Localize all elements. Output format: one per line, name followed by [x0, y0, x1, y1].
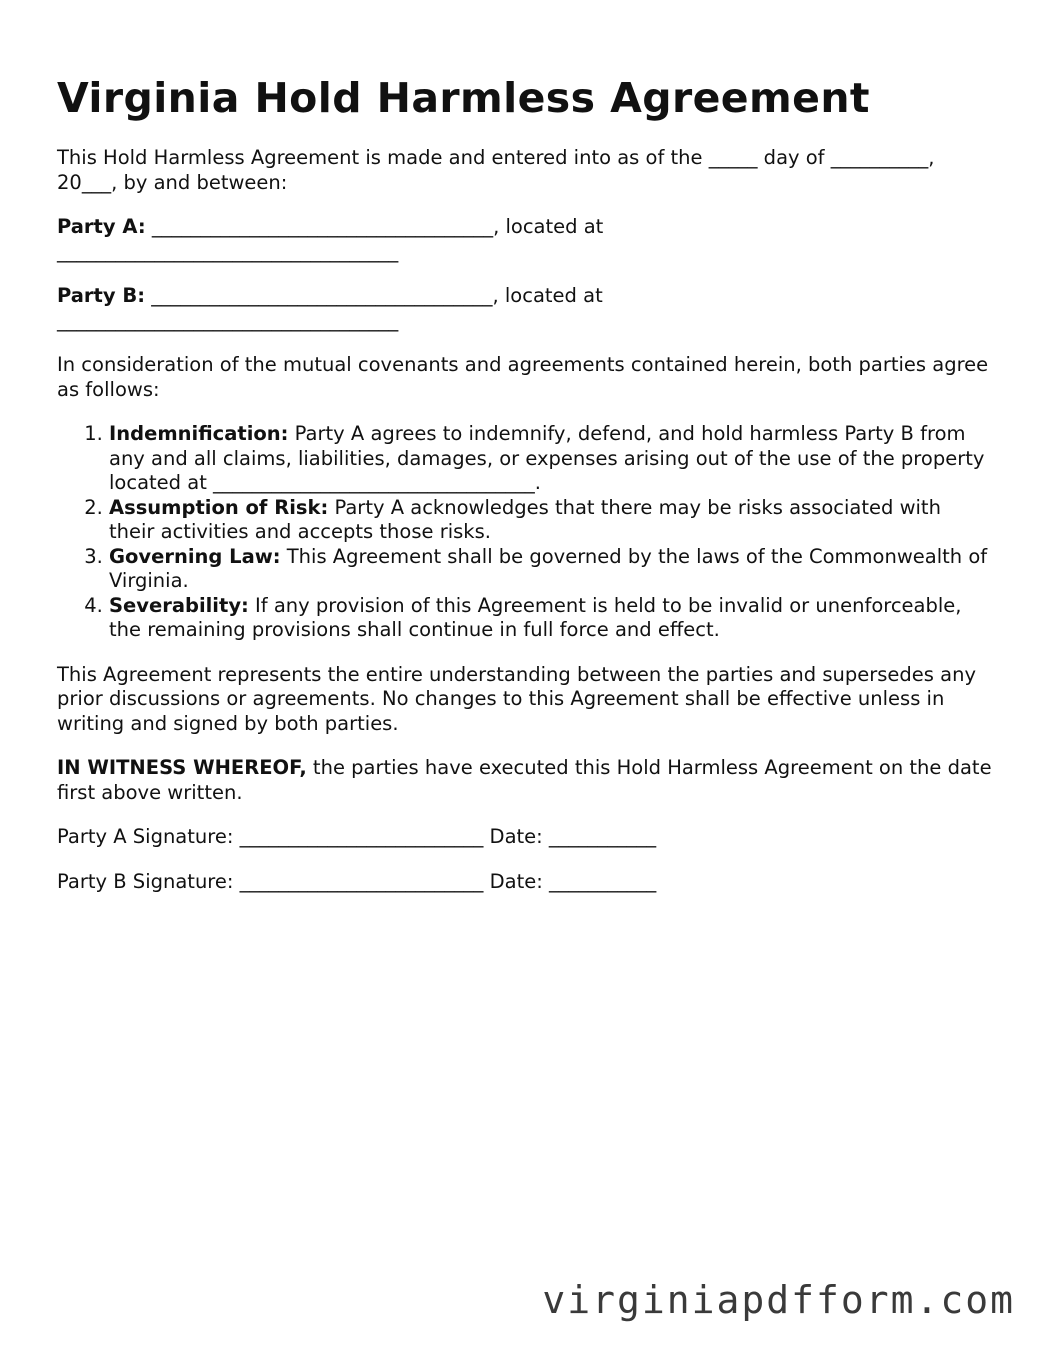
party-a-address-blank: ___________________________________: [57, 239, 399, 263]
party-b-label: Party B:: [57, 284, 146, 307]
party-b-block: [57, 284, 992, 333]
site-watermark: virginiapdfform.com: [542, 1278, 1015, 1322]
intro-paragraph: [57, 146, 992, 195]
clause-heading: Indemnification:: [109, 422, 289, 445]
clause-text: Party A agrees to indemnify, defend, and hold harmless Party B from any and all claims, liabilities, damages, or expenses arising out of the use of the property located at _________________________________.: [109, 422, 985, 494]
clause-text: If any provision of this Agreement is held to be invalid or unenforceable, the remaining provisions shall continue in full force and effect.: [109, 593, 962, 641]
clause-item: [109, 594, 992, 643]
party-a-label: Party A:: [57, 215, 146, 238]
clause-heading: Governing Law:: [109, 544, 281, 568]
clause-text: Party A acknowledges that there may be risks associated with their activities and accepts those risks.: [109, 495, 941, 543]
clause-item: [109, 545, 992, 594]
party-b-name-blank: ___________________________________, located at: [145, 284, 603, 307]
document-title: Virginia Hold Harmless Agreement: [57, 74, 870, 122]
intro-line-1: This Hold Harmless Agreement is made and entered into as of the _____ day of __________,: [57, 146, 935, 169]
party-a-name-blank: ___________________________________, located at: [145, 215, 604, 238]
clause-heading: Assumption of Risk:: [109, 495, 329, 519]
party-b-signature-line: Party B Signature: _________________________ Date: ___________: [57, 869, 657, 893]
party-b-address-blank: ___________________________________: [57, 308, 399, 332]
witness-paragraph: [57, 756, 992, 805]
consideration-paragraph: In consideration of the mutual covenants and agreements contained herein, both parties agree as follows:: [57, 353, 989, 401]
clause-text: This Agreement shall be governed by the laws of the Commonwealth of Virginia.: [109, 544, 988, 592]
clause-item: [109, 496, 992, 545]
intro-line-2: 20___, by and between:: [57, 170, 288, 194]
witness-text: the parties have executed this Hold Harmless Agreement on the date first above written.: [57, 756, 992, 804]
clause-item: [109, 422, 992, 496]
party-a-block: [57, 215, 992, 264]
clause-heading: Severability:: [109, 593, 249, 617]
clause-list: [57, 422, 992, 643]
document-page: [57, 70, 992, 914]
party-a-signature-line: Party A Signature: _________________________ Date: ___________: [57, 825, 657, 848]
witness-heading: IN WITNESS WHEREOF,: [57, 756, 307, 779]
entire-agreement-paragraph: This Agreement represents the entire understanding between the parties and supersedes any prior discussions or agreements. No changes to this Agreement shall be effective unless in writing and signed by both parties.: [57, 662, 976, 735]
